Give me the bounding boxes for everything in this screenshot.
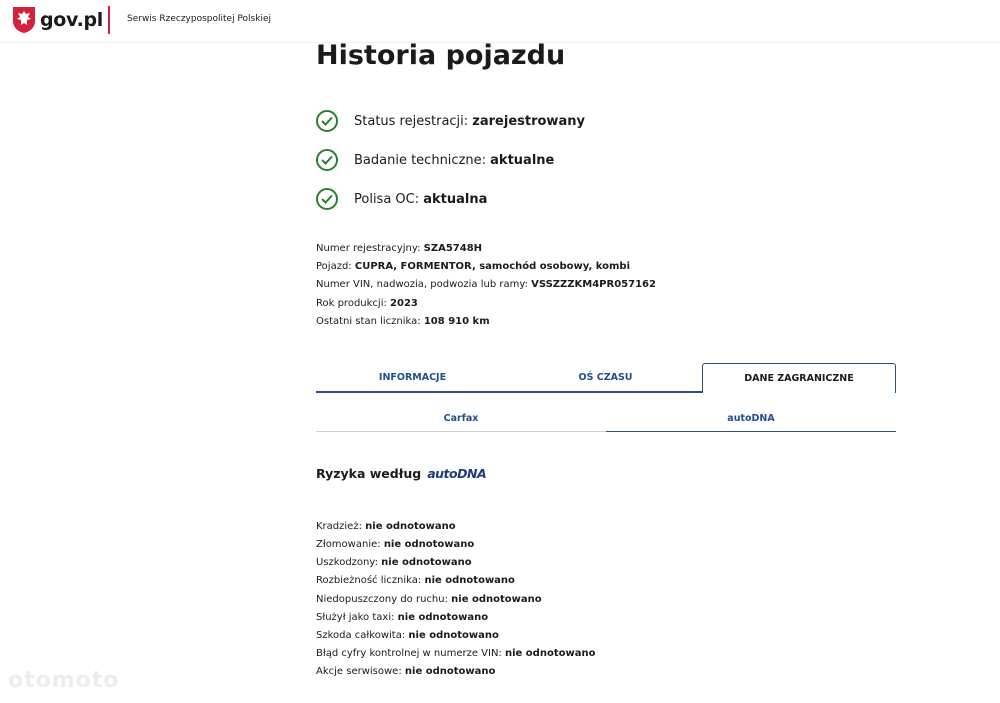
risk-heading-text: Ryzyka według (316, 466, 422, 481)
subtab-autodna[interactable]: autoDNA (606, 405, 896, 432)
info-label: Numer VIN, nadwozia, podwozia lub ramy: (316, 279, 528, 291)
status-label: Badanie techniczne: (354, 152, 487, 168)
risk-label: Służył jako taxi: (316, 611, 395, 623)
gov-logo[interactable] (12, 6, 103, 34)
subtab-carfax[interactable]: Carfax (316, 405, 606, 432)
source-subtabs (316, 405, 896, 433)
risk-label: Złomowanie: (316, 539, 381, 551)
info-label: Rok produkcji: (316, 297, 387, 309)
status-value: zarejestrowany (472, 113, 585, 129)
tab-os-czasu[interactable]: OŚ CZASU (578, 372, 633, 383)
risk-value: nie odnotowano (408, 629, 499, 641)
status-insurance (316, 188, 487, 210)
status-value: aktualne (490, 152, 555, 168)
risk-value: nie odnotowano (365, 521, 456, 532)
risk-label: Akcje serwisowe: (316, 666, 402, 678)
risk-value: nie odnotowano (424, 575, 515, 587)
risk-label: Rozbieżność licznika: (316, 575, 422, 587)
risk-label: Kradzież: (316, 521, 362, 532)
list-item (316, 572, 595, 590)
risk-list (316, 518, 595, 681)
vehicle-info-row (316, 295, 656, 313)
info-value: 2023 (390, 297, 418, 309)
risk-label: Uszkodzony: (316, 557, 378, 569)
risk-value: nie odnotowano (383, 539, 475, 551)
vehicle-info (316, 240, 656, 331)
info-value: SZA5748H (423, 243, 483, 254)
list-item (316, 591, 595, 609)
info-value: CUPRA, FORMENTOR, samochód osobowy, kombi (354, 261, 631, 273)
gov-logo-text: gov.pl (40, 9, 104, 31)
vehicle-info-row (316, 258, 656, 276)
risk-label: Szkoda całkowita: (316, 629, 406, 641)
list-item (316, 609, 595, 627)
status-value: aktualna (423, 191, 488, 207)
main-tabs (316, 363, 896, 393)
risk-value: nie odnotowano (451, 593, 542, 605)
list-item (316, 536, 595, 554)
check-circle-icon (316, 188, 338, 210)
vehicle-info-row (316, 276, 656, 294)
vehicle-info-row (316, 240, 656, 258)
risk-heading (316, 466, 486, 481)
top-bar (0, 0, 1000, 43)
header-divider (108, 6, 110, 34)
status-label: Status rejestracji: (354, 113, 469, 129)
list-item (316, 645, 595, 663)
risk-value: nie odnotowano (404, 666, 496, 678)
info-label: Pojazd: (316, 261, 352, 273)
check-circle-icon (316, 110, 338, 132)
tab-informacje[interactable]: INFORMACJE (378, 372, 447, 383)
status-registration (316, 110, 585, 132)
risk-value: nie odnotowano (505, 648, 596, 660)
page-title: Historia pojazdu (316, 40, 566, 71)
service-name: Serwis Rzeczypospolitej Polskiej (127, 14, 271, 24)
tab-dane-zagraniczne[interactable]: DANE ZAGRANICZNE (702, 363, 896, 393)
risk-value: nie odnotowano (397, 611, 489, 623)
list-item (316, 518, 595, 536)
eagle-emblem-icon (12, 6, 36, 34)
list-item (316, 663, 595, 681)
info-label: Ostatni stan licznika: (316, 315, 421, 327)
list-item (316, 627, 595, 645)
info-label: Numer rejestracyjny: (316, 243, 421, 254)
info-value: 108 910 km (423, 315, 490, 327)
check-circle-icon (316, 149, 338, 171)
status-label: Polisa OC: (354, 191, 420, 207)
status-inspection (316, 149, 554, 171)
risk-label: Błąd cyfry kontrolnej w numerze VIN: (316, 648, 502, 660)
autodna-logo: autoDNA (427, 466, 487, 481)
info-value: VSSZZZKM4PR057162 (531, 279, 656, 291)
risk-label: Niedopuszczony do ruchu: (316, 593, 448, 605)
risk-value: nie odnotowano (381, 557, 472, 569)
vehicle-info-row (316, 313, 656, 331)
list-item (316, 554, 595, 572)
watermark: otomoto (8, 668, 120, 693)
